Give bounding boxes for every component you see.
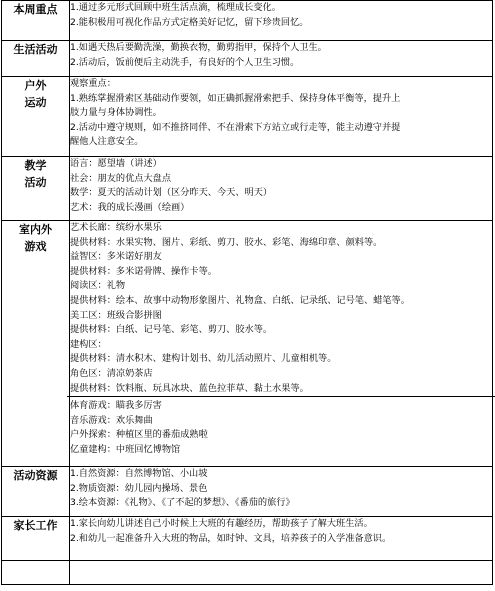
weekly-focus-line: 1.通过多元形式回顾中班生活点滴，梳理成长变化。 xyxy=(70,2,281,13)
weekly-plan-table xyxy=(1,0,493,585)
indoor-games-line: 提供材料：水果实物、图片、彩纸、剪刀、胶水、彩笔、海绵印章、颜料等。 xyxy=(70,236,383,248)
row-label-parent-work: 家长工作 xyxy=(2,517,70,561)
indoor-games-line: 提供材料：白纸、记号笔、彩笔、剪刀、胶水等。 xyxy=(70,324,273,336)
indoor-games-line: 建构区： xyxy=(70,338,107,350)
outdoor-games-block xyxy=(67,396,495,459)
row-weekly-focus xyxy=(2,1,493,41)
teaching-line: 数学：夏天的活动计划（区分昨天、今天、明天） xyxy=(70,187,273,199)
resources-line: 1.自然资源：自然博物馆、小山坡 xyxy=(70,468,208,479)
row-label-outdoor-sports xyxy=(2,77,70,157)
outdoor-sports-line: 1.熟练掌握滑索区基础动作要领，如正确抓握滑索把手、保持身体平衡等，提升上 xyxy=(70,92,401,104)
row-games xyxy=(2,221,493,467)
row-label-resources: 活动资源 xyxy=(2,467,70,517)
teaching-line: 语言：愿望墙（讲述） xyxy=(70,158,162,169)
games-content xyxy=(70,221,493,467)
daily-life-content xyxy=(70,41,493,77)
indoor-games-line: 艺术长廊：缤纷水果乐 xyxy=(70,222,162,233)
outdoor-sports-line: 肢力量与身体协调性。 xyxy=(70,107,162,119)
parent-work-line: 1.家长向幼儿讲述自己小时候上大班的有趣经历，帮助孩子了解大班生活。 xyxy=(70,518,373,529)
outdoor-sports-line: 2.活动中遵守规则，如不推挤同伴、不在滑索下方站立或行走等，能主动遵守并提 xyxy=(70,121,401,133)
row-parent-work xyxy=(2,517,493,561)
row-label-weekly-focus: 本周重点 xyxy=(2,1,70,41)
resources-line: 3.绘本资源：《礼物》、《了不起的梦想》、《番茄的旅行》 xyxy=(70,497,295,509)
outdoor-sports-content xyxy=(70,77,493,157)
indoor-games-line: 提供材料：饮料瓶、玩具冰块、蓝色拉菲草、黏土水果等。 xyxy=(70,382,309,394)
row-daily-life xyxy=(2,41,493,77)
outdoor-sports-line: 观察重点： xyxy=(70,78,116,89)
indoor-games-line: 阅读区：礼物 xyxy=(70,280,126,292)
row-teaching xyxy=(2,157,493,221)
outdoor-games-line: 体育游戏：瞄我多厉害 xyxy=(70,400,162,412)
outdoor-games-line: 音乐游戏：欢乐舞曲 xyxy=(70,414,153,426)
weekly-focus-content xyxy=(70,1,493,41)
daily-life-line: 1.如遇天热后要勤洗澡，勤换衣物，勤剪指甲，保持个人卫生。 xyxy=(70,42,327,53)
label-part: 运动 xyxy=(24,96,47,109)
resources-content xyxy=(70,467,493,517)
row-resources xyxy=(2,467,493,517)
parent-work-line: 2.和幼儿一起准备升入大班的物品，如时钟、文具，培养孩子的入学准备意识。 xyxy=(70,532,392,544)
indoor-games-block xyxy=(70,221,492,396)
label-part: 活动 xyxy=(24,176,47,189)
indoor-games-line: 提供材料：绘本、故事中动物形象图片、礼物盒、白纸、记录纸、记号笔、蜡笔等。 xyxy=(70,294,410,306)
outdoor-games-line: 亿童建构：中班回忆博物馆 xyxy=(70,443,181,455)
indoor-games-line: 提供材料：多米诺骨牌、操作卡等。 xyxy=(70,265,217,277)
row-label-games xyxy=(2,221,70,467)
outdoor-sports-line: 醒他人注意安全。 xyxy=(70,136,144,148)
label-part: 教学 xyxy=(24,159,47,172)
indoor-games-line: 美工区：班级合影拼图 xyxy=(70,309,162,321)
teaching-content xyxy=(70,157,493,221)
weekly-focus-line: 2.能积极用可视化作品方式定格美好记忆，留下珍贵回忆。 xyxy=(70,16,309,28)
resources-line: 2.物质资源：幼儿园内操场、景色 xyxy=(70,482,208,494)
row-cut-off xyxy=(2,561,493,585)
indoor-games-line: 提供材料：清水积木、建构计划书、幼儿活动照片、儿童相机等。 xyxy=(70,353,337,365)
row-label-teaching xyxy=(2,157,70,221)
parent-work-content xyxy=(70,517,493,561)
row-outdoor-sports xyxy=(2,77,493,157)
teaching-line: 艺术：我的成长漫画（绘画） xyxy=(70,201,190,213)
indoor-games-line: 角色区：清凉奶茶店 xyxy=(70,367,153,379)
cut-off-content xyxy=(70,561,493,585)
row-label-empty xyxy=(2,561,70,585)
teaching-line: 社会：朋友的优点大盘点 xyxy=(70,172,172,184)
row-label-daily-life: 生活活动 xyxy=(2,41,70,77)
indoor-games-line: 益智区：多米诺好朋友 xyxy=(70,251,162,263)
outdoor-games-line: 户外探索：种植区里的番茄成熟啦 xyxy=(70,429,208,441)
label-part: 户外 xyxy=(24,79,47,92)
daily-life-line: 2.活动后，饭前便后主动洗手，有良好的个人卫生习惯。 xyxy=(70,56,300,68)
label-part: 室内外 xyxy=(19,223,52,236)
label-part: 游戏 xyxy=(24,240,47,253)
